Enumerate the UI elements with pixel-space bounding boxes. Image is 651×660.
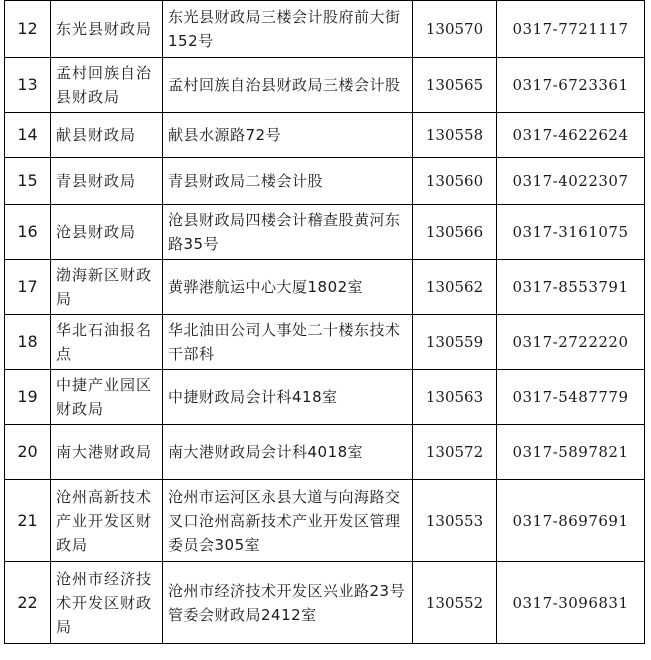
phone-number: 0317-3096831 [497, 562, 645, 644]
table-row [5, 370, 645, 425]
table-row [5, 113, 645, 158]
phone-number: 0317-2722220 [497, 315, 645, 370]
postal-code: 130566 [413, 205, 497, 260]
office-address: 东光县财政局三楼会计股府前大街152号 [163, 1, 413, 58]
phone-number: 0317-8697691 [497, 480, 645, 562]
postal-code: 130558 [413, 113, 497, 158]
office-address: 沧州市经济技术开发区兴业路23号管委会财政局2412室 [163, 562, 413, 644]
office-address: 沧州市运河区永县大道与向海路交叉口沧州高新技术产业开发区管理委员会305室 [163, 480, 413, 562]
phone-number: 0317-4622624 [497, 113, 645, 158]
row-number: 21 [5, 480, 51, 562]
office-name: 南大港财政局 [51, 425, 163, 480]
phone-number: 0317-8553791 [497, 260, 645, 315]
office-name: 华北石油报名点 [51, 315, 163, 370]
postal-code: 130563 [413, 370, 497, 425]
postal-code: 130560 [413, 158, 497, 205]
table-row [5, 1, 645, 58]
table-row [5, 260, 645, 315]
postal-code: 130572 [413, 425, 497, 480]
postal-code: 130562 [413, 260, 497, 315]
office-address: 华北油田公司人事处二十楼东技术干部科 [163, 315, 413, 370]
postal-code: 130552 [413, 562, 497, 644]
table-row [5, 425, 645, 480]
phone-number: 0317-3161075 [497, 205, 645, 260]
row-number: 15 [5, 158, 51, 205]
table-row [5, 205, 645, 260]
office-address: 沧县财政局四楼会计稽查股黄河东路35号 [163, 205, 413, 260]
office-name: 青县财政局 [51, 158, 163, 205]
office-address: 孟村回族自治县财政局三楼会计股 [163, 58, 413, 113]
table-row [5, 158, 645, 205]
phone-number: 0317-6723361 [497, 58, 645, 113]
row-number: 12 [5, 1, 51, 58]
row-number: 14 [5, 113, 51, 158]
phone-number: 0317-5897821 [497, 425, 645, 480]
office-address: 南大港财政局会计科4018室 [163, 425, 413, 480]
row-number: 16 [5, 205, 51, 260]
office-address: 中捷财政局会计科418室 [163, 370, 413, 425]
table-row [5, 315, 645, 370]
row-number: 18 [5, 315, 51, 370]
office-name: 东光县财政局 [51, 1, 163, 58]
office-address: 献县水源路72号 [163, 113, 413, 158]
office-address: 青县财政局二楼会计股 [163, 158, 413, 205]
table-row [5, 562, 645, 644]
office-name: 献县财政局 [51, 113, 163, 158]
phone-number: 0317-4022307 [497, 158, 645, 205]
postal-code: 130570 [413, 1, 497, 58]
phone-number: 0317-7721117 [497, 1, 645, 58]
row-number: 17 [5, 260, 51, 315]
row-number: 19 [5, 370, 51, 425]
postal-code: 130553 [413, 480, 497, 562]
office-address: 黄骅港航运中心大厦1802室 [163, 260, 413, 315]
registration-office-table [4, 0, 645, 644]
office-name: 沧州高新技术产业开发区财政局 [51, 480, 163, 562]
office-name: 沧州市经济技术开发区财政局 [51, 562, 163, 644]
office-name: 渤海新区财政局 [51, 260, 163, 315]
row-number: 13 [5, 58, 51, 113]
row-number: 20 [5, 425, 51, 480]
phone-number: 0317-5487779 [497, 370, 645, 425]
row-number: 22 [5, 562, 51, 644]
table-row [5, 480, 645, 562]
office-name: 中捷产业园区财政局 [51, 370, 163, 425]
office-name: 孟村回族自治县财政局 [51, 58, 163, 113]
table-row [5, 58, 645, 113]
office-name: 沧县财政局 [51, 205, 163, 260]
postal-code: 130565 [413, 58, 497, 113]
postal-code: 130559 [413, 315, 497, 370]
